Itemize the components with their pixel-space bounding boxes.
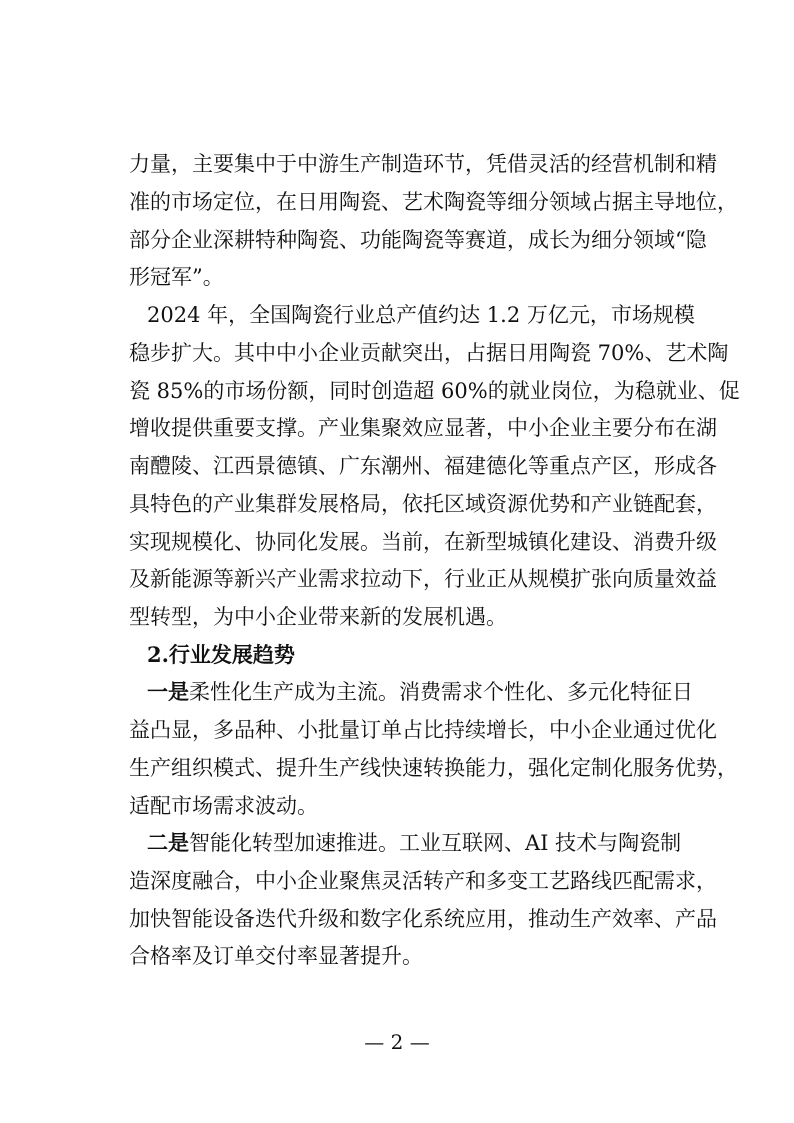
trend-1-lead: 一是	[147, 679, 189, 704]
paragraph-2-line-7: 实现规模化、协同化发展。当前，在新型城镇化建设、消费升级	[129, 530, 717, 554]
paragraph-2-line-6: 具特色的产业集群发展格局，依托区域资源优势和产业链配套，	[129, 492, 717, 516]
paragraph-2-line-3: 瓷 85%的市场份额，同时创造超 60%的就业岗位，为稳就业、促	[129, 379, 740, 403]
paragraph-1-line-3: 部分企业深耕特种陶瓷、功能陶瓷等赛道，成长为细分领域“隐	[129, 228, 707, 252]
paragraph-2-line-1: 2024 年，全国陶瓷行业总产值约达 1.2 万亿元，市场规模	[147, 303, 695, 327]
paragraph-1-line-1: 力量，主要集中于中游生产制造环节，凭借灵活的经营机制和精	[129, 152, 717, 176]
trend-1-line-2: 益凸显，多品种、小批量订单占比持续增长，中小企业通过优化	[129, 718, 717, 742]
trend-2-line-1-text: 智能化转型加速推进。工业互联网、AI 技术与陶瓷制	[189, 831, 682, 855]
paragraph-1-line-2: 准的市场定位，在日用陶瓷、艺术陶瓷等细分领域占据主导地位，	[129, 190, 738, 214]
trend-2-line-2: 造深度融合，中小企业聚焦灵活转产和多变工艺路线匹配需求，	[129, 869, 717, 893]
paragraph-2-line-4: 增收提供重要支撑。产业集聚效应显著，中小企业主要分布在湖	[129, 416, 717, 440]
section-heading: 2.行业发展趋势	[147, 642, 295, 667]
trend-1-line-3: 生产组织模式、提升生产线快速转换能力，强化定制化服务优势，	[129, 756, 738, 780]
paragraph-2-line-8: 及新能源等新兴产业需求拉动下，行业正从规模扩张向质量效益	[129, 567, 717, 591]
paragraph-2-line-9: 型转型，为中小企业带来新的发展机遇。	[129, 605, 507, 629]
page-number: — 2 —	[364, 1030, 430, 1054]
paragraph-2-line-2: 稳步扩大。其中中小企业贡献突出，占据日用陶瓷 70%、艺术陶	[129, 341, 729, 365]
trend-2-line-1	[147, 825, 682, 861]
trend-2-line-4: 合格率及订单交付率显著提升。	[129, 944, 423, 968]
paragraph-2-line-5: 南醴陵、江西景德镇、广东潮州、福建德化等重点产区，形成各	[129, 454, 717, 478]
trend-2-lead: 二是	[147, 830, 189, 855]
paragraph-1-line-4: 形冠军”。	[129, 265, 224, 289]
trend-1-line-1	[147, 674, 693, 710]
trend-2-line-3: 加快智能设备迭代升级和数字化系统应用，推动生产效率、产品	[129, 907, 717, 931]
trend-1-line-4: 适配市场需求波动。	[129, 794, 318, 818]
trend-1-line-1-text: 柔性化生产成为主流。消费需求个性化、多元化特征日	[189, 680, 693, 704]
